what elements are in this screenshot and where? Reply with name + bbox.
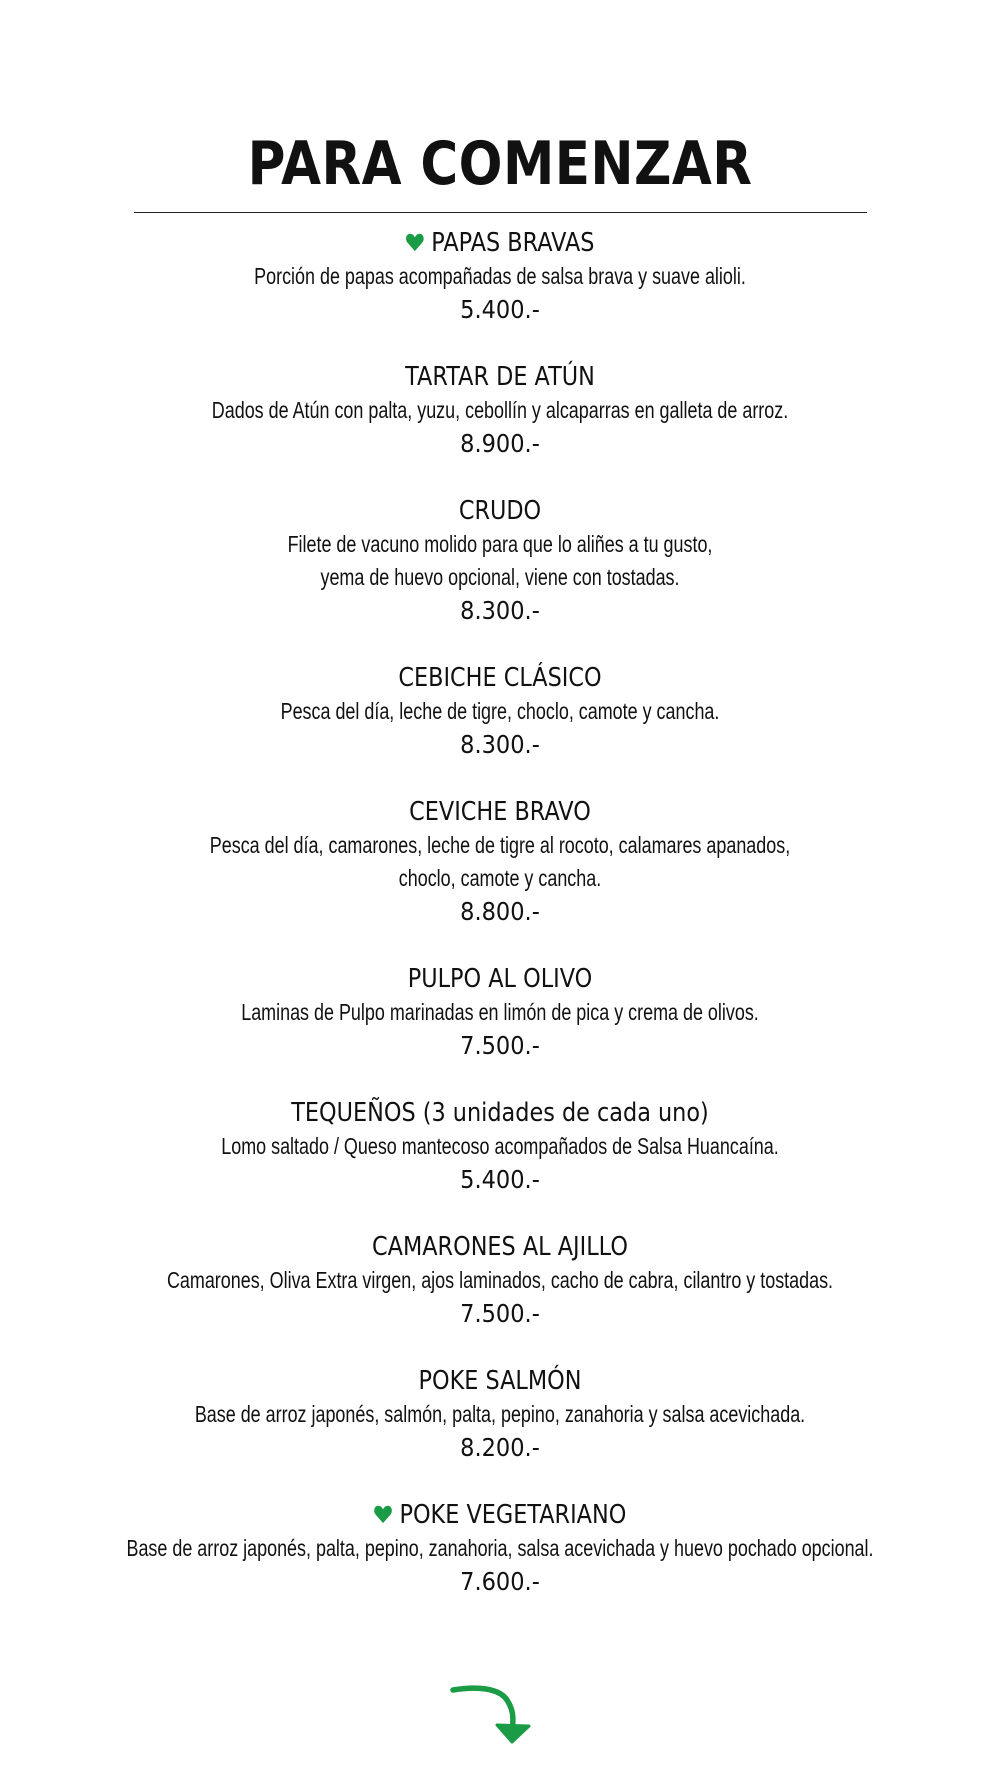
item-name-row (70, 226, 930, 260)
item-price: 8.800.- (460, 897, 540, 926)
item-name-row (70, 1230, 930, 1264)
item-name-row (70, 795, 930, 829)
item-name: CRUDO (458, 496, 542, 526)
item-price: 7.600.- (460, 1567, 540, 1596)
item-description: Camarones, Oliva Extra virgen, ajos laminados, cacho de cabra, cilantro y tostadas. (166, 1267, 834, 1293)
item-name-row (70, 1096, 930, 1130)
curved-arrow-down-icon[interactable] (447, 1680, 537, 1750)
item-price: 8.900.- (460, 429, 540, 458)
menu-item-crudo (0, 494, 1000, 628)
item-name: PULPO AL OLIVO (407, 964, 593, 994)
item-description: Lomo saltado / Queso mantecoso acompañados de Salsa Huancaína. (221, 1133, 779, 1159)
item-name: CEVICHE BRAVO (409, 797, 591, 827)
item-name-row (70, 360, 930, 394)
item-description-line-2: choclo, camote y cancha. (398, 865, 602, 891)
menu-item-poke-vegetariano (0, 1498, 1000, 1599)
item-description: Pesca del día, camarones, leche de tigre al rocoto, calamares apanados, (209, 832, 791, 858)
item-price: 8.300.- (460, 730, 540, 759)
item-name-row (70, 1498, 930, 1532)
menu-item-pulpo-al-olivo (0, 962, 1000, 1063)
item-price: 5.400.- (460, 295, 540, 324)
item-description: Base de arroz japonés, salmón, palta, pepino, zanahoria y salsa acevichada. (194, 1401, 806, 1427)
item-name: POKE SALMÓN (418, 1366, 582, 1396)
menu-item-tequenos (0, 1096, 1000, 1197)
menu-item-papas-bravas (0, 226, 1000, 327)
item-name: CEBICHE CLÁSICO (398, 663, 602, 693)
menu-item-ceviche-bravo (0, 795, 1000, 929)
item-name-row (70, 661, 930, 695)
item-description: Laminas de Pulpo marinadas en limón de pica y crema de olivos. (241, 999, 759, 1025)
item-name: CAMARONES AL AJILLO (372, 1232, 628, 1262)
heart-icon (374, 1503, 393, 1525)
item-description: Dados de Atún con palta, yuzu, cebollín y alcaparras en galleta de arroz. (211, 397, 789, 423)
menu-item-poke-salmon (0, 1364, 1000, 1465)
item-name-row (70, 494, 930, 528)
item-description: Base de arroz japonés, palta, pepino, zanahoria, salsa acevichada y huevo pochado opcional. (126, 1535, 874, 1561)
item-description: Pesca del día, leche de tigre, choclo, camote y cancha. (280, 698, 720, 724)
menu-item-camarones-al-ajillo (0, 1230, 1000, 1331)
heart-icon (405, 231, 424, 253)
item-description: Porción de papas acompañadas de salsa brava y suave alioli. (254, 263, 746, 289)
item-name: POKE VEGETARIANO (399, 1500, 627, 1530)
menu-item-tartar-de-atun (0, 360, 1000, 461)
item-price: 8.200.- (460, 1433, 540, 1462)
item-name-row (70, 962, 930, 996)
item-price: 5.400.- (460, 1165, 540, 1194)
menu-item-cebiche-clasico (0, 661, 1000, 762)
item-name: TARTAR DE ATÚN (405, 362, 595, 392)
item-price: 7.500.- (460, 1299, 540, 1328)
item-name: TEQUEÑOS (3 unidades de cada uno) (291, 1098, 709, 1128)
item-price: 8.300.- (460, 596, 540, 625)
item-price: 7.500.- (460, 1031, 540, 1060)
title-divider (134, 212, 867, 213)
item-name-row (70, 1364, 930, 1398)
item-name: PAPAS BRAVAS (431, 228, 595, 258)
item-description-line-2: yema de huevo opcional, viene con tostadas. (320, 564, 680, 590)
item-description: Filete de vacuno molido para que lo aliñes a tu gusto, (287, 531, 713, 557)
page-title: PARA COMENZAR (247, 129, 753, 199)
